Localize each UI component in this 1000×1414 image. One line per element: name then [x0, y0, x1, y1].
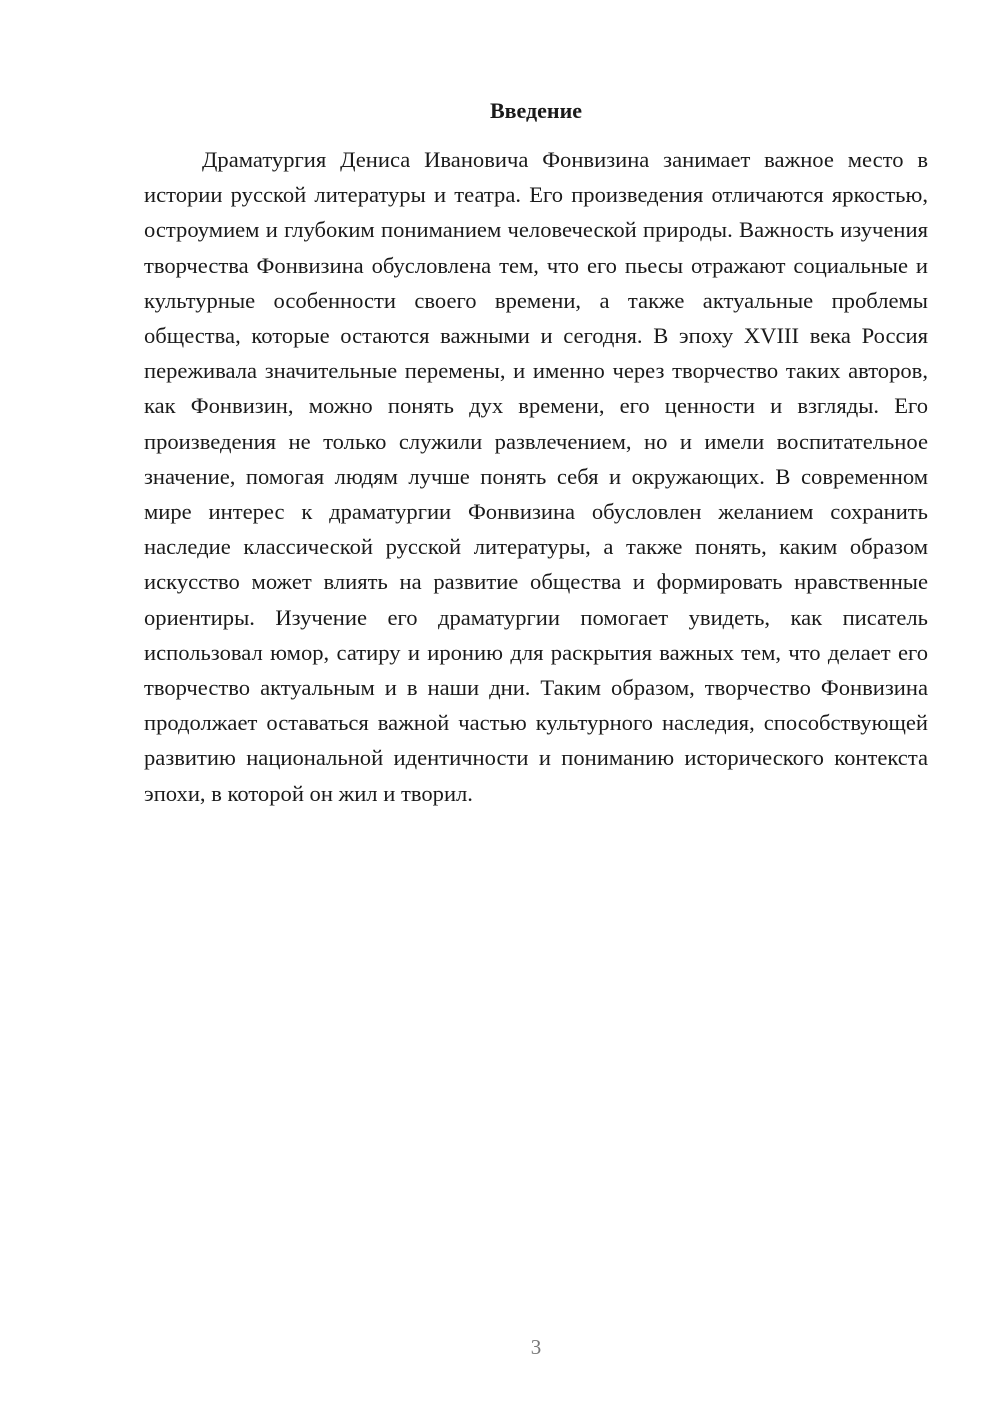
page-number: 3 — [530, 1335, 542, 1359]
section-heading: Введение — [489, 98, 583, 123]
body-paragraph: Драматургия Дениса Ивановича Фонвизина занимает важное место в истории русской литературы и театра. Его произведения отличаются яркостью, остроумием и глубоким пониманием человеческой природы. Важность изучения творчества Фонвизина обусловлена тем, что его пьесы отражают социальные и культурные особенности своего времени, а также актуальные проблемы общества, которые остаются важными и сегодня. В эпоху XVIII века Россия переживала значительные перемены, и именно через творчество таких авторов, как Фонвизин, можно понять дух времени, его ценности и взгляды. Его произведения не только служили развлечением, но и имели воспитательное значение, помогая людям лучше понять себя и окружающих. В современном мире интерес к драматургии Фонвизина обусловлен желанием сохранить наследие классической русской литературы, а также понять, каким образом искусство может влиять на развитие общества и формировать нравственные ориентиры. Изучение его драматургии помогает увидеть, как писатель использовал юмор, сатиру и иронию для раскрытия важных тем, что делает его творчество актуальным и в наши дни. Таким образом, творчество Фонвизина продолжает оставаться важной частью культурного наследия, способствующей развитию национальной идентичности и пониманию исторического контекста эпохи, в которой он жил и творил. — [144, 147, 928, 806]
